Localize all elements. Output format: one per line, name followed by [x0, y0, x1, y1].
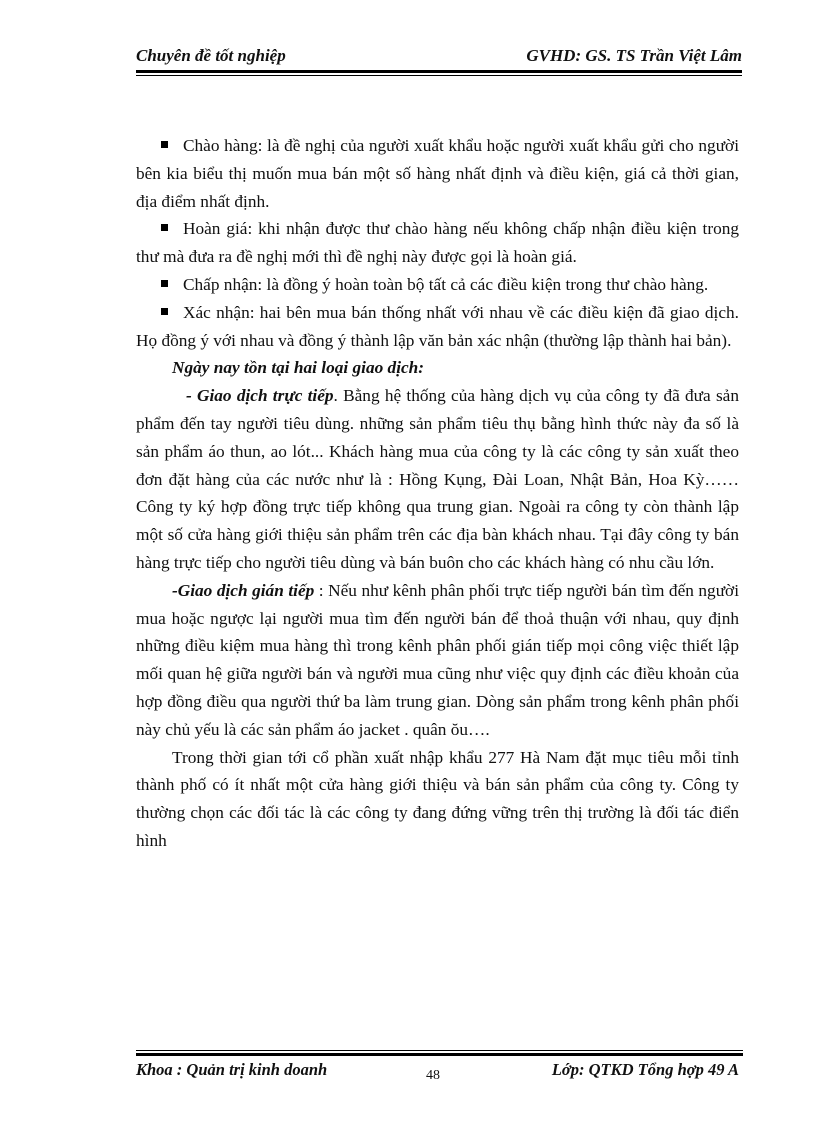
bullet-item — [136, 271, 739, 299]
square-bullet-icon — [161, 224, 168, 231]
bullet-item — [136, 215, 739, 271]
header-rule — [136, 70, 742, 73]
direct-trade-lead: - Giao dịch trực tiếp — [186, 386, 334, 406]
direct-trade-paragraph — [136, 382, 739, 577]
footer-class: Lớp: QTKD Tổng hợp 49 A — [551, 1060, 739, 1079]
page-number: 48 — [426, 1068, 440, 1083]
indirect-trade-lead: -Giao dịch gián tiếp — [172, 580, 315, 600]
page-header — [136, 44, 742, 70]
bullet-text: Hoàn giá: khi nhận được thư chào hàng nếu không chấp nhận điều kiện trong thư mà đưa ra đề nghị mới thì đề nghị này được gọi là hoàn giá. — [136, 219, 739, 267]
footer-rule — [136, 1053, 743, 1056]
closing-paragraph: Trong thời gian tới cổ phần xuất nhập khẩu 277 Hà Nam đặt mục tiêu mỗi tỉnh thành phố có ít nhất một cửa hàng giới thiệu và bán sản phẩm của công ty. Công ty thường chọn các đối tác là các công ty đang đứng vững trên thị trường là đối tác điển hình — [136, 747, 739, 850]
bullet-text: Chấp nhận: là đồng ý hoàn toàn bộ tất cả các điều kiện trong thư chào hàng. — [183, 274, 709, 294]
header-rule-thin — [136, 75, 742, 76]
direct-trade-text: . Bằng hệ thống của hàng dịch vụ của công ty đã đưa sản phẩm đến tay người tiêu dùng. những sản phẩm tiêu thụ bằng hình thức này đa số là sản phẩm áo thun, ao lót... Khách hàng mua của công ty là các công ty sản xuất theo đơn đặt hàng của các nước như là : Hồng Kụng, Đài Loan, Nhật Bản, Hoa Kỳ…… Công ty ký hợp đồng trực tiếp không qua trung gian. Ngoài ra công ty còn thành lập một số cửa hàng giới thiệu sản phẩm trên các địa bàn khách nhau. Tại đây công ty bán hàng trực tiếp cho người tiêu dùng và bán buôn cho các khách hàng có nhu cầu lớn. — [136, 386, 739, 572]
header-advisor: GVHD: GS. TS Trần Việt Lâm — [526, 46, 742, 65]
bullet-item — [136, 299, 739, 355]
footer-faculty: Khoa : Quản trị kinh doanh — [136, 1060, 328, 1079]
square-bullet-icon — [161, 280, 168, 287]
page-footer — [136, 1050, 743, 1086]
header-title: Chuyên đề tốt nghiệp — [136, 46, 286, 65]
indirect-trade-text: : Nếu như kênh phân phối trực tiếp người bán tìm đến người mua hoặc ngược lại người mua tìm đến người bán để thoả thuận với nhau, quy định những điều kiệm mua hàng thì trong kênh phân phối gián tiếp mọi công việc thiết lập mối quan hệ giữa người bán và người mua cũng như việc quy định các điều khoản của hợp đồng điều qua người thứ ba làm trung gian. Dòng sản phẩm trong kênh phân phối này chủ yếu là các sản phẩm áo jacket . quân ŏu…. — [136, 580, 739, 739]
page-body — [136, 132, 739, 855]
section-subheading: Ngày nay tồn tại hai loại giao dịch: — [172, 358, 425, 378]
bullet-item — [136, 132, 739, 215]
square-bullet-icon — [161, 308, 168, 315]
bullet-text: Chào hàng: là đề nghị của người xuất khẩu hoặc người xuất khẩu gửi cho người bên kia biểu thị muốn mua bán một số hàng nhất định và điều kiện, giá cả thời gian, địa điểm nhất định. — [136, 136, 739, 211]
square-bullet-icon — [161, 141, 168, 148]
indirect-trade-paragraph — [136, 577, 739, 744]
bullet-text: Xác nhận: hai bên mua bán thống nhất với nhau về các điều kiện đã giao dịch. Họ đồng ý với nhau và đồng ý thành lập văn bản xác nhận (thường lập thành hai bản). — [136, 302, 739, 350]
footer-rule-thin — [136, 1050, 743, 1051]
